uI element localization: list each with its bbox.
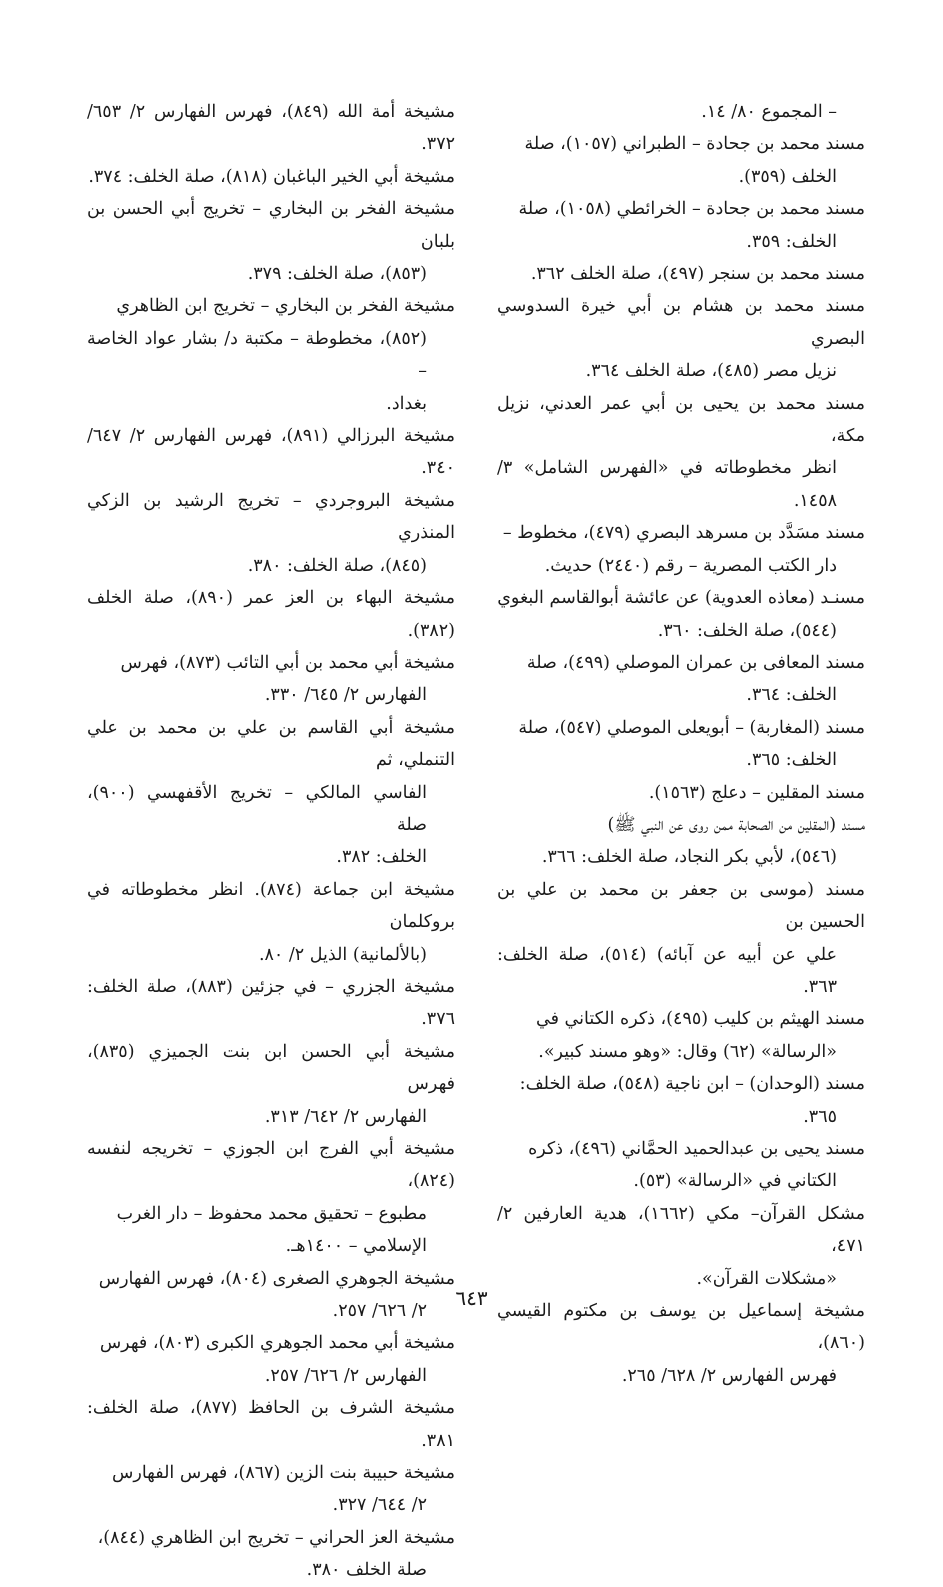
index-entry — [87, 971, 455, 1036]
entry-line: مشيخة أبي القاسم بن علي بن محمد بن علي التنملي، ثم — [87, 717, 455, 771]
entry-line: فهرس الفهارس ٢/ ٦٢٨/ ٢٦٥. — [621, 1365, 837, 1386]
index-entry — [87, 1457, 455, 1522]
entry-line: مسند (الوحدان) – ابن ناجية (٥٤٨)، صلة الخلف: — [519, 1074, 865, 1095]
entry-line: مسند المقلين – دعلج (١٥٦٣). — [648, 782, 865, 803]
index-entry — [87, 1036, 455, 1133]
entry-line: الخلف: ٣٨٢. — [336, 847, 427, 868]
entry-line: بغداد. — [386, 393, 427, 414]
entry-line: مسند محمد بن يحيى بن أبي عمر العدني، نزيل مكة، — [497, 393, 865, 447]
entry-line: «الرسالة» (٦٢) وقال: «وهو مسند كبير». — [538, 1041, 837, 1062]
entry-line: الفهارس ٢/ ٦٤٢/ ٣١٣. — [264, 1106, 427, 1127]
entry-line: الخلف: ٣٦٥. — [746, 750, 837, 771]
entry-line: الفاسي المالكي – تخريج الأقفهسي (٩٠٠)، صلة — [87, 782, 427, 835]
left-column — [87, 96, 455, 1587]
entry-line: الخلف: ٣٦٤. — [746, 685, 837, 706]
entry-line: الخلف (٣٥٩). — [738, 166, 837, 187]
entry-line: مشيخة ابن جماعة (٨٧٤). انظر مخطوطاته في بروكلمان — [87, 879, 456, 933]
entry-line: مسند (المقلين من الصحابة ممن روى عن النبي ﷺ) — [607, 814, 865, 835]
index-entry — [497, 1133, 865, 1198]
index-entry — [497, 258, 865, 290]
entry-line: مسند محمد بن سنجر (٤٩٧)، صلة الخلف ٣٦٢. — [530, 264, 865, 285]
index-entry — [87, 874, 455, 971]
entry-line: (٨٤٥)، صلة الخلف: ٣٨٠. — [247, 555, 427, 576]
entry-line: – المجموع ٨٠/ ١٤. — [701, 102, 837, 122]
index-entry — [497, 874, 865, 1004]
index-entry — [497, 1198, 865, 1295]
entry-line: مشيخة الفخر بن البخاري – تخريج ابن الظاهري — [116, 296, 455, 317]
entry-line: مشيخة أبي محمد بن أبي التائب (٨٧٣)، فهرس — [120, 652, 455, 673]
entry-line: مسند مسَدَّد بن مسرهد البصري (٤٧٩)، مخطوط – — [502, 523, 865, 544]
entry-line: مشيخة أبي الحسن ابن بنت الجميزي (٨٣٥)، فهرس — [87, 1041, 455, 1095]
entry-line: مشيخة الفخر بن البخاري – تخريج أبي الحسن بن بلبان — [87, 199, 455, 252]
index-entry — [497, 1068, 865, 1133]
index-entry — [497, 290, 865, 387]
entry-line: مشيخة حبيبة بنت الزين (٨٦٧)، فهرس الفهارس — [112, 1463, 455, 1484]
index-entry — [87, 712, 455, 874]
entry-line: (بالألمانية) الذيل ٢/ ٨٠. — [258, 944, 427, 965]
index-entry — [497, 193, 865, 258]
entry-line: مسند المعافى بن عمران الموصلي (٤٩٩)، صلة — [526, 652, 865, 673]
index-entry — [87, 161, 455, 193]
entry-line: مشيخة أمة الله (٨٤٩)، فهرس الفهارس ٢/ ٦٥٣/ ٣٧٢. — [87, 102, 455, 155]
index-entry — [497, 777, 865, 809]
entry-line: مشيخة أبي الخير الباغبان (٨١٨)، صلة الخلف: ٣٧٤. — [88, 166, 455, 187]
entry-line: مشيخة البهاء بن العز عمر (٨٩٠)، صلة الخلف (٣٨٢). — [87, 588, 455, 641]
entry-line: صلة الخلف ٣٨٠. — [306, 1560, 427, 1581]
index-entry — [87, 647, 455, 712]
index-entry — [497, 128, 865, 193]
entry-line: مسنـد (معاذه العدوية) عن عائشة أبوالقاسم البغوي — [497, 588, 865, 609]
entry-line: مسند يحيى بن عبدالحميد الحمَّاني (٤٩٦)، ذكره — [528, 1139, 865, 1159]
entry-line: مشيخة أبي محمد الجوهري الكبرى (٨٠٣)، فهرس — [99, 1333, 455, 1354]
entry-line: مشيخة الجزري – في جزئين (٨٨٣)، صلة الخلف: ٣٧٦. — [87, 976, 456, 1030]
entry-line: ٢/ ٦٢٦/ ٢٥٧. — [332, 1301, 427, 1322]
index-entry — [497, 96, 865, 128]
entry-line: مشيخة البروجردي – تخريج الرشيد بن الزكي المنذري — [87, 490, 455, 544]
page-number: ٦٤٣ — [455, 1286, 488, 1310]
entry-line: مشيخة أبي الفرج ابن الجوزي – تخريجه لنفسه (٨٢٤)، — [87, 1139, 455, 1192]
entry-line: الإسلامي – ١٤٠٠هـ. — [285, 1236, 427, 1257]
entry-line: مطبوع – تحقيق محمد محفوظ – دار الغرب — [116, 1203, 427, 1224]
entry-line: دار الكتب المصرية – رقم (٢٤٤٠) حديث. — [544, 555, 837, 576]
index-entry — [497, 647, 865, 712]
entry-line: نزيل مصر (٤٨٥)، صلة الخلف ٣٦٤. — [585, 361, 837, 382]
index-entry — [87, 290, 455, 420]
index-entry — [497, 582, 865, 647]
entry-line: (٨٥٣)، صلة الخلف: ٣٧٩. — [247, 264, 427, 285]
entry-line: مشكل القرآن– مكي (١٦٦٢)، هدية العارفين ٢/ ٤٧١، — [497, 1203, 865, 1257]
index-entry — [87, 1522, 455, 1587]
entry-line: ٣٦٥. — [803, 1106, 837, 1127]
index-entry — [87, 582, 455, 647]
index-entry — [497, 809, 865, 874]
entry-line: (٥٤٦)، لأبي بكر النجاد، صلة الخلف: ٣٦٦. — [541, 847, 837, 868]
entry-line: (٥٤٤)، صلة الخلف: ٣٦٠. — [657, 620, 837, 641]
index-entry — [497, 712, 865, 777]
entry-line: الخلف: ٣٥٩. — [746, 231, 837, 252]
entry-line: مشيخة العز الحراني – تخريج ابن الظاهري (٨٤٤)، — [97, 1527, 455, 1548]
entry-line: مسند محمد بن هشام بن أبي خيرة السدوسي البصري — [497, 296, 865, 349]
entry-line: الكتاني في «الرسالة» (٥٣). — [633, 1171, 837, 1192]
entry-line: الفهارس ٢/ ٦٤٥/ ٣٣٠. — [264, 685, 427, 706]
entry-line: «مشكلات القرآن». — [696, 1268, 837, 1289]
entry-line: مسند (موسى بن جعفر بن محمد بن علي بن الحسين بن — [497, 879, 865, 933]
entry-line: مشيخة الشرف بن الحافظ (٨٧٧)، صلة الخلف: ٣٨١. — [87, 1398, 455, 1451]
entry-line: مسند (المغاربة) – أبويعلى الموصلي (٥٤٧)، صلة — [518, 717, 865, 738]
entry-line: (٨٥٢)، مخطوطة – مكتبة د/ بشار عواد الخاصة – — [87, 328, 427, 382]
entry-line: مسند محمد بن جحادة – الطبراني (١٠٥٧)، صلة — [524, 134, 865, 155]
index-entry — [87, 1327, 455, 1392]
index-entry — [497, 1003, 865, 1068]
index-entry — [87, 1133, 455, 1263]
index-entry — [87, 1392, 455, 1457]
index-entry — [497, 517, 865, 582]
index-entry — [87, 485, 455, 582]
entry-line: مشيخة البرزالي (٨٩١)، فهرس الفهارس ٢/ ٦٤٧/ ٣٤٠. — [87, 426, 455, 479]
entry-line: مسند محمد بن جحادة – الخرائطي (١٠٥٨)، صلة — [518, 199, 865, 220]
entry-line: مشيخة إسماعيل بن يوسف بن مكتوم القيسي (٨٦٠)، — [497, 1301, 865, 1354]
entry-line: انظر مخطوطاته في «الفهرس الشامل» ٣/ ١٤٥٨. — [497, 458, 837, 511]
entry-line: الفهارس ٢/ ٦٢٦/ ٢٥٧. — [264, 1365, 427, 1386]
entry-line: علي عن أبيه عن آبائه) (٥١٤)، صلة الخلف: ٣٦٣. — [497, 944, 838, 997]
entry-line: مشيخة الجوهري الصغرى (٨٠٤)، فهرس الفهارس — [98, 1268, 455, 1289]
index-entry — [497, 388, 865, 518]
entry-line: ٢/ ٦٤٤/ ٣٢٧. — [332, 1495, 427, 1516]
index-entry — [87, 96, 455, 161]
entry-line: مسند الهيثم بن كليب (٤٩٥)، ذكره الكتاني في — [536, 1009, 865, 1030]
index-entry — [87, 193, 455, 290]
right-column — [497, 96, 865, 1392]
index-entry — [87, 420, 455, 485]
